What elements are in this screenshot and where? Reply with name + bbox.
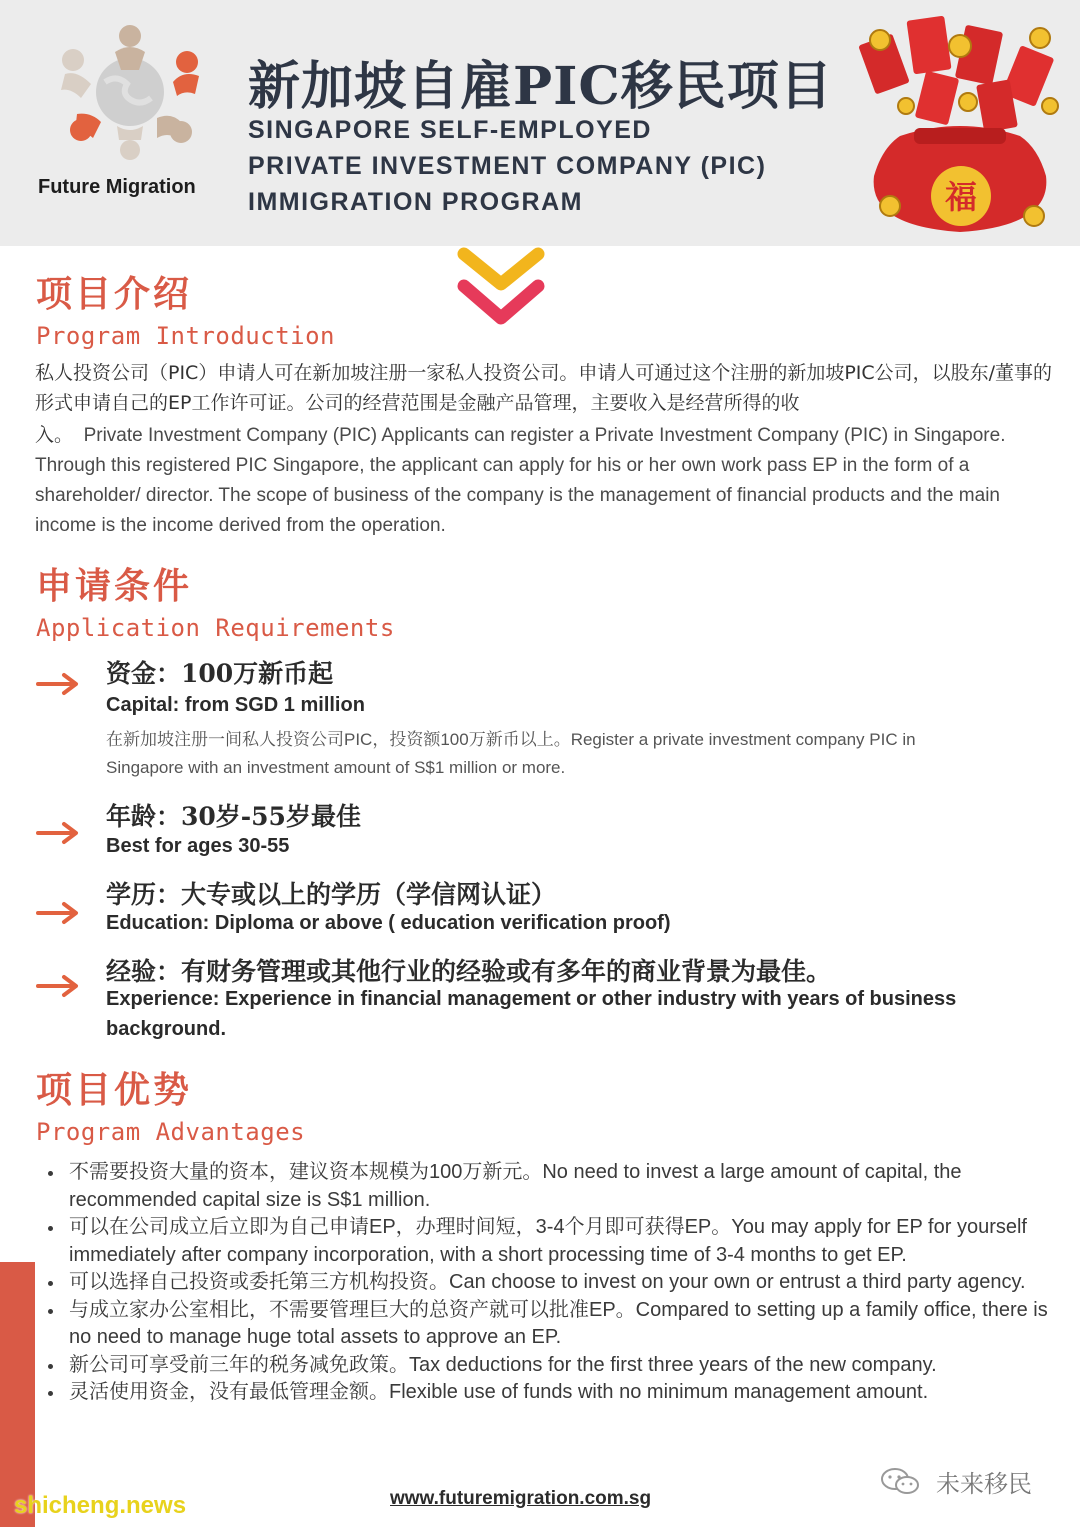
requirement-title-cn: 年龄：30岁-55岁最佳	[106, 802, 361, 831]
intro-lead-cn: 入。	[35, 424, 74, 446]
intro-body-en	[35, 420, 1055, 541]
requirement-title-en: Education: Diploma or above ( education verification proof)	[106, 912, 671, 934]
requirement-detail-en: Register a private investment company PIC in Singapore with an investment amount of S$1 million or more.	[106, 730, 916, 777]
title-en-line-1: SINGAPORE SELF-EMPLOYED	[248, 116, 652, 144]
watermark: shicheng.news	[14, 1492, 187, 1519]
intro-heading-cn: 项目介绍	[36, 274, 193, 315]
advantages-heading-en: Program Advantages	[36, 1118, 306, 1146]
intro-body-en-text: Private Investment Company (PIC) Applicants can register a Private Investment Company (PIC) in Singapore. Through this registered PIC Singapore, the applicant can apply for his or her own work pass EP in the form of a shareholder/ director. The scope of business of the company is the management of financial products and the main income is the income derived from the operation.	[35, 425, 1006, 536]
advantages-heading-cn: 项目优势	[36, 1070, 193, 1111]
page-title-en	[248, 112, 766, 220]
requirement-detail-cn: 在新加坡注册一间私人投资公司PIC，投资额100万新币以上。	[106, 730, 571, 749]
requirement-item	[36, 654, 1036, 784]
list-item: 新公司可享受前三年的税务减免政策。Tax deductions for the first three years of the new company.	[44, 1352, 1054, 1380]
requirement-title-cn: 资金：100万新币起	[106, 659, 334, 688]
header-banner	[0, 0, 1080, 246]
arrow-right-icon	[36, 974, 80, 998]
title-en-line-2: PRIVATE INVESTMENT COMPANY (PIC)	[248, 152, 767, 180]
chevron-down-icon	[456, 246, 546, 330]
website-link[interactable]: www.futuremigration.com.sg	[390, 1488, 652, 1509]
requirement-item	[36, 875, 1036, 939]
intro-heading-en: Program Introduction	[36, 322, 335, 350]
requirement-title-en: Best for ages 30-55	[106, 835, 290, 857]
wechat-account-name: 未来移民	[936, 1470, 1032, 1498]
requirement-title-cn: 经验：有财务管理或其他行业的经验或有多年的商业背景为最佳。	[106, 957, 832, 986]
advantages-list	[44, 1159, 1054, 1407]
list-item: 灵活使用资金，没有最低管理金额。Flexible use of funds with no minimum management amount.	[44, 1379, 1054, 1407]
list-item: 不需要投资大量的资本，建议资本规模为100万新元。No need to invest a large amount of capital, the recommended capital size is S$1 million.	[44, 1159, 1054, 1214]
arrow-right-icon	[36, 672, 80, 696]
requirement-title-en: Experience: Experience in financial management or other industry with years of business background.	[106, 988, 957, 1040]
requirements-heading-en: Application Requirements	[36, 614, 395, 642]
red-envelopes-illustration	[850, 10, 1070, 240]
list-item: 与成立家办公室相比，不需要管理巨大的总资产就可以批准EP。Compared to setting up a family office, there is no need to manage huge total assets to approve an EP.	[44, 1297, 1054, 1352]
requirement-detail	[106, 726, 926, 782]
title-en-line-3: IMMIGRATION PROGRAM	[248, 188, 583, 216]
arrow-right-icon	[36, 901, 80, 925]
requirement-title-cn: 学历：大专或以上的学历（学信网认证）	[106, 880, 557, 909]
list-item: 可以在公司成立后立即为自己申请EP，办理时间短，3-4个月即可获得EP。You may apply for EP for yourself immediately after company incorporation, with a short processing time of 3-4 months to get EP.	[44, 1214, 1054, 1269]
intro-body-cn: 私人投资公司（PIC）申请人可在新加坡注册一家私人投资公司。申请人可通过这个注册的新加坡PIC公司，以股东/董事的形式申请自己的EP工作许可证。公司的经营范围是金融产品管理，主要收入是经营所得的收	[35, 362, 1053, 414]
requirement-item	[36, 952, 1036, 1048]
logo-text: Future Migration	[38, 176, 196, 198]
accent-bar	[0, 1262, 35, 1527]
requirement-title-en: Capital: from SGD 1 million	[106, 694, 365, 716]
requirements-heading-cn: 申请条件	[36, 566, 193, 607]
page-title-cn: 新加坡自雇PIC移民项目	[248, 56, 833, 117]
arrow-right-icon	[36, 821, 80, 845]
list-item: 可以选择自己投资或委托第三方机构投资。Can choose to invest on your own or entrust a third party agency.	[44, 1269, 1054, 1297]
future-migration-logo	[55, 22, 205, 162]
fu-character: 福	[944, 178, 978, 216]
requirement-item	[36, 797, 1036, 861]
wechat-icon	[880, 1466, 920, 1496]
